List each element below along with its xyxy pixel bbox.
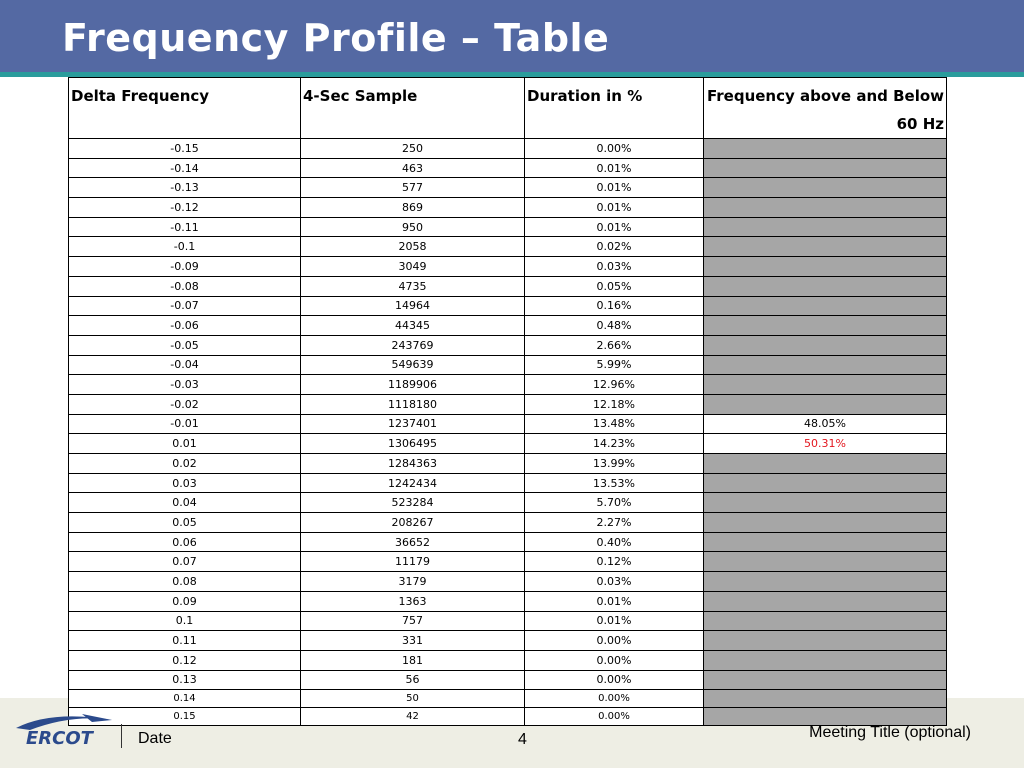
cell-duration: 0.48%	[525, 316, 704, 336]
table-row	[69, 335, 947, 355]
cell-delta-frequency: 0.06	[69, 532, 301, 552]
cell-delta-frequency: -0.05	[69, 335, 301, 355]
cell-delta-frequency: -0.09	[69, 257, 301, 277]
table-row	[69, 552, 947, 572]
cell-duration: 2.66%	[525, 335, 704, 355]
cell-sample: 250	[301, 139, 525, 159]
cell-sample: 549639	[301, 355, 525, 375]
cell-duration: 0.12%	[525, 552, 704, 572]
cell-sample: 208267	[301, 513, 525, 533]
cell-sample: 56	[301, 670, 525, 690]
cell-delta-frequency: 0.01	[69, 434, 301, 454]
cell-sample: 523284	[301, 493, 525, 513]
cell-delta-frequency: 0.07	[69, 552, 301, 572]
table-row	[69, 414, 947, 434]
cell-above-below	[704, 276, 947, 296]
table-body	[69, 139, 947, 726]
table-row	[69, 670, 947, 690]
cell-delta-frequency: 0.04	[69, 493, 301, 513]
table-row	[69, 276, 947, 296]
cell-duration: 0.01%	[525, 591, 704, 611]
cell-duration: 0.01%	[525, 611, 704, 631]
cell-above-below	[704, 198, 947, 218]
table-row	[69, 454, 947, 474]
cell-sample: 36652	[301, 532, 525, 552]
cell-duration: 0.01%	[525, 158, 704, 178]
cell-delta-frequency: 0.14	[69, 690, 301, 708]
table-row	[69, 237, 947, 257]
cell-duration: 0.01%	[525, 178, 704, 198]
table-row	[69, 139, 947, 159]
cell-above-below	[704, 611, 947, 631]
cell-sample: 1242434	[301, 473, 525, 493]
cell-duration: 0.01%	[525, 198, 704, 218]
cell-duration: 0.00%	[525, 708, 704, 726]
cell-duration: 12.96%	[525, 375, 704, 395]
cell-above-below	[704, 257, 947, 277]
cell-above-below	[704, 237, 947, 257]
cell-delta-frequency: -0.13	[69, 178, 301, 198]
cell-duration: 0.03%	[525, 572, 704, 592]
cell-duration: 5.99%	[525, 355, 704, 375]
footer-date: Date	[138, 730, 172, 747]
cell-delta-frequency: 0.12	[69, 650, 301, 670]
cell-duration: 0.40%	[525, 532, 704, 552]
cell-duration: 13.53%	[525, 473, 704, 493]
cell-duration: 0.00%	[525, 690, 704, 708]
table-row	[69, 198, 947, 218]
cell-sample: 50	[301, 690, 525, 708]
cell-above-below	[704, 591, 947, 611]
frequency-table	[68, 77, 947, 726]
cell-duration: 5.70%	[525, 493, 704, 513]
cell-above-below	[704, 158, 947, 178]
cell-above-below	[704, 178, 947, 198]
cell-above-below	[704, 217, 947, 237]
cell-duration: 0.00%	[525, 650, 704, 670]
cell-sample: 1363	[301, 591, 525, 611]
cell-duration: 12.18%	[525, 394, 704, 414]
cell-above-below	[704, 355, 947, 375]
cell-delta-frequency: 0.13	[69, 670, 301, 690]
cell-delta-frequency: -0.14	[69, 158, 301, 178]
cell-above-below	[704, 394, 947, 414]
table-row	[69, 591, 947, 611]
slide-title: Frequency Profile – Table	[62, 16, 610, 60]
cell-above-below	[704, 454, 947, 474]
cell-sample: 1306495	[301, 434, 525, 454]
cell-above-below	[704, 335, 947, 355]
table-row	[69, 513, 947, 533]
cell-delta-frequency: 0.02	[69, 454, 301, 474]
header-duration-percent: Duration in %	[525, 78, 704, 139]
cell-sample: 181	[301, 650, 525, 670]
table-row	[69, 650, 947, 670]
table-row	[69, 316, 947, 336]
header-delta-frequency: Delta Frequency	[69, 78, 301, 139]
cell-above-below	[704, 631, 947, 651]
cell-delta-frequency: 0.08	[69, 572, 301, 592]
cell-delta-frequency: -0.03	[69, 375, 301, 395]
cell-above-below	[704, 316, 947, 336]
cell-delta-frequency: -0.11	[69, 217, 301, 237]
cell-delta-frequency: 0.05	[69, 513, 301, 533]
table-row	[69, 217, 947, 237]
cell-duration: 0.02%	[525, 237, 704, 257]
cell-duration: 0.00%	[525, 139, 704, 159]
cell-delta-frequency: -0.1	[69, 237, 301, 257]
cell-delta-frequency: 0.09	[69, 591, 301, 611]
cell-above-below	[704, 670, 947, 690]
cell-above-below: 48.05%	[704, 414, 947, 434]
cell-delta-frequency: -0.07	[69, 296, 301, 316]
cell-above-below: 50.31%	[704, 434, 947, 454]
cell-delta-frequency: 0.1	[69, 611, 301, 631]
logo-text: ERCOT	[26, 728, 93, 748]
cell-above-below	[704, 473, 947, 493]
cell-sample: 44345	[301, 316, 525, 336]
cell-delta-frequency: -0.15	[69, 139, 301, 159]
cell-duration: 0.01%	[525, 217, 704, 237]
cell-duration: 2.27%	[525, 513, 704, 533]
table-row	[69, 178, 947, 198]
cell-sample: 14964	[301, 296, 525, 316]
cell-above-below	[704, 139, 947, 159]
cell-sample: 1284363	[301, 454, 525, 474]
meeting-title: Meeting Title (optional)	[809, 724, 971, 741]
table-row	[69, 532, 947, 552]
table-row	[69, 375, 947, 395]
cell-above-below	[704, 532, 947, 552]
cell-duration: 13.48%	[525, 414, 704, 434]
cell-sample: 463	[301, 158, 525, 178]
cell-above-below	[704, 296, 947, 316]
cell-sample: 42	[301, 708, 525, 726]
cell-duration: 0.05%	[525, 276, 704, 296]
cell-delta-frequency: -0.06	[69, 316, 301, 336]
cell-sample: 243769	[301, 335, 525, 355]
header-frequency-above-below: Frequency above and Below 60 Hz	[704, 78, 947, 139]
table-row	[69, 493, 947, 513]
cell-duration: 0.03%	[525, 257, 704, 277]
cell-duration: 0.16%	[525, 296, 704, 316]
cell-above-below	[704, 650, 947, 670]
table-row	[69, 631, 947, 651]
table-header-row	[69, 78, 947, 139]
cell-delta-frequency: -0.02	[69, 394, 301, 414]
table-row	[69, 690, 947, 708]
table-row	[69, 611, 947, 631]
ercot-logo-icon	[12, 708, 117, 748]
cell-delta-frequency: -0.08	[69, 276, 301, 296]
cell-duration: 13.99%	[525, 454, 704, 474]
cell-sample: 869	[301, 198, 525, 218]
cell-sample: 11179	[301, 552, 525, 572]
cell-delta-frequency: 0.11	[69, 631, 301, 651]
cell-above-below	[704, 572, 947, 592]
cell-above-below	[704, 375, 947, 395]
cell-delta-frequency: -0.01	[69, 414, 301, 434]
table-row	[69, 355, 947, 375]
cell-sample: 2058	[301, 237, 525, 257]
cell-delta-frequency: 0.15	[69, 708, 301, 726]
table-row	[69, 394, 947, 414]
cell-sample: 757	[301, 611, 525, 631]
cell-duration: 14.23%	[525, 434, 704, 454]
table-row	[69, 473, 947, 493]
header-4-sec-sample: 4-Sec Sample	[301, 78, 525, 139]
cell-sample: 331	[301, 631, 525, 651]
cell-sample: 577	[301, 178, 525, 198]
table-row	[69, 296, 947, 316]
cell-sample: 950	[301, 217, 525, 237]
table-row	[69, 572, 947, 592]
cell-delta-frequency: 0.03	[69, 473, 301, 493]
cell-above-below	[704, 493, 947, 513]
footer-divider	[121, 724, 122, 748]
cell-above-below	[704, 552, 947, 572]
cell-sample: 1189906	[301, 375, 525, 395]
cell-duration: 0.00%	[525, 631, 704, 651]
cell-delta-frequency: -0.12	[69, 198, 301, 218]
cell-sample: 1237401	[301, 414, 525, 434]
table-row	[69, 434, 947, 454]
cell-sample: 4735	[301, 276, 525, 296]
cell-above-below	[704, 513, 947, 533]
table-row	[69, 257, 947, 277]
table-row	[69, 158, 947, 178]
cell-sample: 3179	[301, 572, 525, 592]
cell-sample: 3049	[301, 257, 525, 277]
cell-sample: 1118180	[301, 394, 525, 414]
cell-duration: 0.00%	[525, 670, 704, 690]
page-number: 4	[518, 731, 527, 748]
cell-above-below	[704, 690, 947, 708]
cell-delta-frequency: -0.04	[69, 355, 301, 375]
